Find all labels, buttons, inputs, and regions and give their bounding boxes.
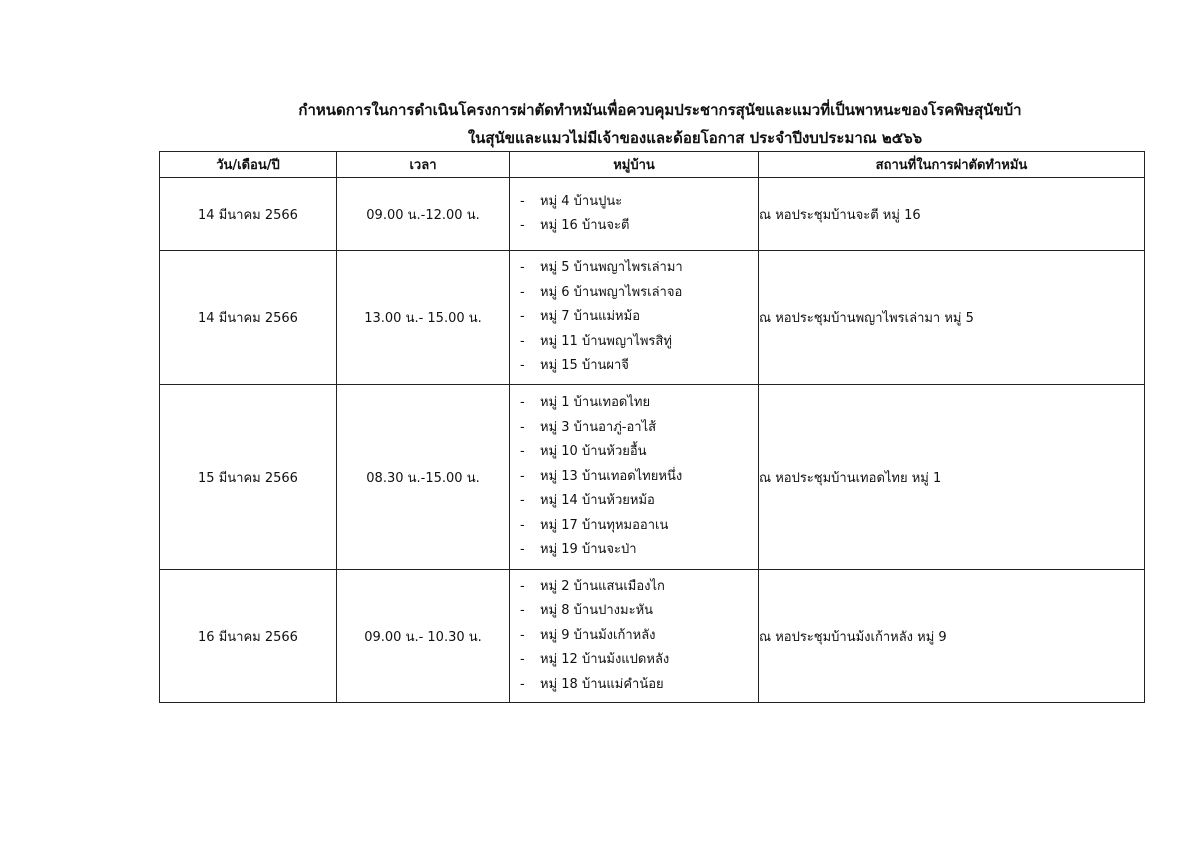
village-label: หมู่ 15 บ้านผาจี: [540, 358, 629, 374]
cell-time: 13.00 น.- 15.00 น.: [337, 251, 510, 385]
bullet-dash: -: [520, 218, 525, 233]
village-item: [520, 281, 758, 306]
header-location: สถานที่ในการผ่าตัดทำหมัน: [759, 152, 1145, 178]
village-label: หมู่ 7 บ้านแม่หม้อ: [540, 309, 641, 325]
village-label: หมู่ 6 บ้านพญาไพรเล่าจอ: [540, 284, 683, 300]
bullet-dash: -: [520, 193, 525, 209]
village-item: [520, 190, 758, 215]
bullet-dash: -: [520, 627, 525, 643]
village-item: [520, 330, 758, 355]
cell-villages: [510, 251, 759, 385]
village-item: [520, 440, 758, 465]
village-label: หมู่ 12 บ้านม้งแปดหลัง: [540, 652, 670, 668]
village-item: [520, 256, 758, 281]
bullet-dash: -: [520, 676, 525, 692]
cell-date: 15 มีนาคม 2566: [160, 385, 337, 570]
village-label: หมู่ 3 บ้านอาภู่-อาไส้: [540, 419, 657, 435]
bullet-dash: -: [520, 542, 525, 558]
bullet-dash: -: [520, 333, 525, 349]
bullet-dash: -: [520, 652, 525, 668]
bullet-dash: -: [520, 468, 525, 484]
village-item: [520, 624, 758, 649]
cell-villages: [510, 570, 759, 703]
village-label: หมู่ 13 บ้านเทอดไทยหนึ่ง: [540, 468, 683, 484]
bullet-dash: -: [520, 395, 525, 411]
cell-time: 09.00 น.-12.00 น.: [337, 178, 510, 251]
cell-location: ณ หอประชุมบ้านเทอดไทย หมู่ 1: [759, 385, 1145, 570]
table-header-row: [160, 152, 1145, 178]
village-list: [510, 391, 758, 563]
village-item: [520, 514, 758, 539]
village-item: [520, 538, 758, 563]
village-label: หมู่ 8 บ้านปางมะหัน: [540, 603, 654, 619]
village-label: หมู่ 1 บ้านเทอดไทย: [540, 395, 651, 411]
table-row: [160, 385, 1145, 570]
village-label: หมู่ 5 บ้านพญาไพรเล่ามา: [540, 260, 683, 276]
village-label: หมู่ 10 บ้านห้วยอื้น: [540, 444, 647, 460]
cell-location: ณ หอประชุมบ้านพญาไพรเล่ามา หมู่ 5: [759, 251, 1145, 385]
cell-villages: [510, 385, 759, 570]
cell-location: ณ หอประชุมบ้านจะตี หมู่ 16: [759, 178, 1145, 251]
document-title-line-2: ในสุนัขและแมวไม่มีเจ้าของและด้อยโอกาส ประจำปีงบประมาณ ๒๕๖๖: [467, 129, 923, 147]
cell-date: 16 มีนาคม 2566: [160, 570, 337, 703]
village-item: [520, 673, 758, 698]
header-time: เวลา: [337, 152, 510, 178]
table-row: [160, 570, 1145, 703]
document-title-line-1: กำหนดการในการดำเนินโครงการผ่าตัดทำหมันเพื่อควบคุมประชากรสุนัขและแมวที่เป็นพาหนะของโรคพิษสุนัขบ้า: [298, 101, 1022, 119]
cell-villages: [510, 178, 759, 251]
cell-time: 09.00 น.- 10.30 น.: [337, 570, 510, 703]
bullet-dash: -: [520, 444, 525, 460]
bullet-dash: -: [520, 260, 525, 276]
village-list: [510, 575, 758, 698]
village-item: [520, 305, 758, 330]
table-row: [160, 251, 1145, 385]
village-item: [520, 599, 758, 624]
village-label: หมู่ 2 บ้านแสนเมืองไก: [540, 578, 665, 594]
village-list: [510, 190, 758, 239]
village-item: [520, 416, 758, 441]
village-item: [520, 648, 758, 673]
village-label: หมู่ 11 บ้านพญาไพรสิทู่: [540, 333, 672, 349]
bullet-dash: -: [520, 517, 525, 533]
cell-location: ณ หอประชุมบ้านม้งเก้าหลัง หมู่ 9: [759, 570, 1145, 703]
village-label: หมู่ 18 บ้านแม่คำน้อย: [540, 676, 664, 692]
table-row: [160, 178, 1145, 251]
village-label: หมู่ 9 บ้านม้งเก้าหลัง: [540, 627, 656, 643]
schedule-table: [159, 151, 1145, 703]
bullet-dash: -: [520, 358, 525, 374]
cell-time: 08.30 น.-15.00 น.: [337, 385, 510, 570]
bullet-dash: -: [520, 578, 525, 594]
cell-date: 14 มีนาคม 2566: [160, 178, 337, 251]
bullet-dash: -: [520, 284, 525, 300]
village-item: [520, 465, 758, 490]
village-item: [520, 214, 758, 239]
village-label: หมู่ 17 บ้านทุหมออาเน: [540, 517, 669, 533]
village-label: หมู่ 19 บ้านจะป่า: [540, 542, 637, 558]
bullet-dash: -: [520, 419, 525, 435]
bullet-dash: -: [520, 493, 525, 509]
village-item: [520, 391, 758, 416]
bullet-dash: -: [520, 603, 525, 619]
header-villages: หมู่บ้าน: [510, 152, 759, 178]
cell-date: 14 มีนาคม 2566: [160, 251, 337, 385]
village-list: [510, 256, 758, 379]
village-label: หมู่ 4 บ้านปูนะ: [540, 193, 623, 209]
village-item: [520, 489, 758, 514]
village-label: หมู่ 14 บ้านห้วยหม้อ: [540, 493, 655, 509]
village-item: [520, 354, 758, 379]
village-item: [520, 575, 758, 600]
header-date: วัน/เดือน/ปี: [160, 152, 337, 178]
village-label: หมู่ 16 บ้านจะตี: [540, 218, 630, 233]
bullet-dash: -: [520, 309, 525, 325]
